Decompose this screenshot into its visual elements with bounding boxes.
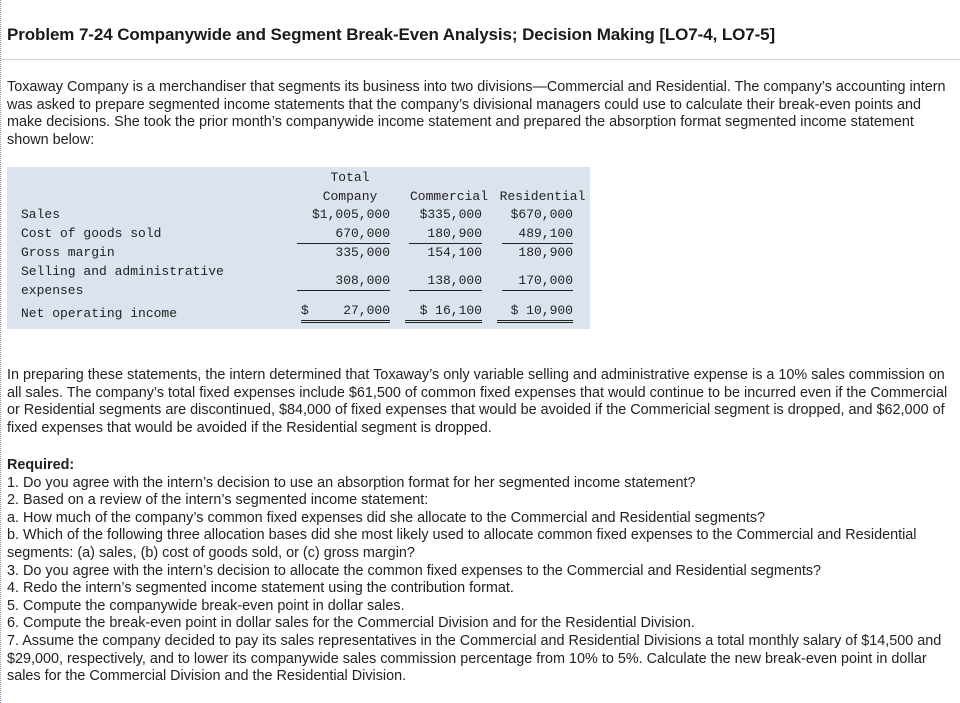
required-item-2a: a. How much of the company’s common fixed expenses did she allocate to the Commercial and Residential segments?: [7, 509, 766, 526]
required-item-5: 5. Compute the companywide break-even point in dollar sales.: [7, 597, 405, 614]
required-item-3: 3. Do you agree with the intern’s decision to allocate the common fixed expenses to the Commercial and Residential segments?: [7, 562, 822, 579]
required-item-6: 6. Compute the break-even point in dollar sales for the Commercial Division and for the Residential Division.: [7, 615, 695, 632]
row-label-gross-margin: Gross margin: [21, 245, 115, 260]
row-label-noi: Net operating income: [21, 306, 178, 321]
cogs-commercial: 180,900: [409, 225, 482, 244]
required-item-2b: b. Which of the following three allocation bases did she most likely used to allocate common fixed expenses to the Commercial and Residential segments: (a) sales, (b) cost of goods sold, or (c) gross margin?: [7, 527, 917, 561]
intro-paragraph: Toxaway Company is a merchandiser that segments its business into two divisions—Commercial and Residential. The company’s accounting intern was asked to prepare segmented income statements that the company’s divisional managers could use to calculate their break-even points and make decisions. She took the prior month’s companywide income statement and prepared the absorption format segmented income statement shown below:: [7, 79, 946, 148]
noi-total: 27,000: [343, 303, 390, 318]
required-item-4: 4. Redo the intern’s segmented income statement using the contribution format.: [7, 580, 514, 597]
sales-residential: $670,000: [510, 207, 573, 222]
required-item-2: 2. Based on a review of the intern’s segmented income statement:: [7, 492, 429, 509]
segmented-income-statement: [7, 167, 590, 329]
sales-commercial: $335,000: [419, 207, 482, 222]
required-item-1: 1. Do you agree with the intern’s decision to use an absorption format for her segmented income statement?: [7, 474, 696, 491]
noi-total-cell: [301, 302, 390, 323]
gross-margin-total: 335,000: [335, 245, 390, 260]
cogs-total: 670,000: [297, 225, 390, 244]
sales-total: $1,005,000: [311, 207, 390, 222]
sa-total: 308,000: [297, 272, 390, 291]
row-label-cogs: Cost of goods sold: [21, 226, 162, 241]
header-residential: Residential: [499, 189, 586, 204]
cogs-residential: 489,100: [502, 225, 573, 244]
noi-total-dollar: $: [301, 303, 309, 318]
left-border-rule: [0, 0, 2, 703]
problem-title: Problem 7-24 Companywide and Segment Break-Even Analysis; Decision Making [LO7-4, LO7-5]: [7, 25, 776, 44]
required-section: [7, 457, 955, 686]
required-heading: Required:: [7, 457, 75, 473]
header-total-line1: Total: [330, 170, 370, 185]
gross-margin-commercial: 154,100: [427, 245, 482, 260]
required-item-7: 7. Assume the company decided to pay its sales representatives in the Commercial and Residential Divisions a total monthly salary of $14,500 and $29,000, respectively, and to lower its companywide sales commission percentage from 10% to 5%. Calculate the new break-even point in dollar sales for the Commercial Division and the Residential Division.: [7, 632, 942, 685]
gross-margin-residential: 180,900: [518, 245, 573, 260]
row-label-sa-line1: Selling and administrative: [21, 264, 224, 279]
noi-residential: $ 10,900: [497, 302, 573, 323]
sa-commercial: 138,000: [409, 272, 482, 291]
header-total-line2: Company: [322, 189, 378, 204]
title-divider: [0, 59, 960, 60]
row-label-sales: Sales: [21, 207, 61, 222]
header-commercial: Commercial: [409, 189, 488, 204]
sa-residential: 170,000: [502, 272, 573, 291]
noi-commercial: $ 16,100: [405, 302, 482, 323]
details-paragraph: In preparing these statements, the intern determined that Toxaway’s only variable selling and administrative expense is a 10% sales commission on all sales. The company’s total fixed expenses include $61,500 of common fixed expenses that would continue to be incurred even if the Commercial or Residential segments are discontinued, $84,000 of fixed expenses that would be avoided if the Commericial segment is dropped, and $62,000 of fixed expenses that would be avoided if the Residential segment is dropped.: [7, 367, 948, 436]
row-label-sa-line2: expenses: [21, 283, 84, 298]
